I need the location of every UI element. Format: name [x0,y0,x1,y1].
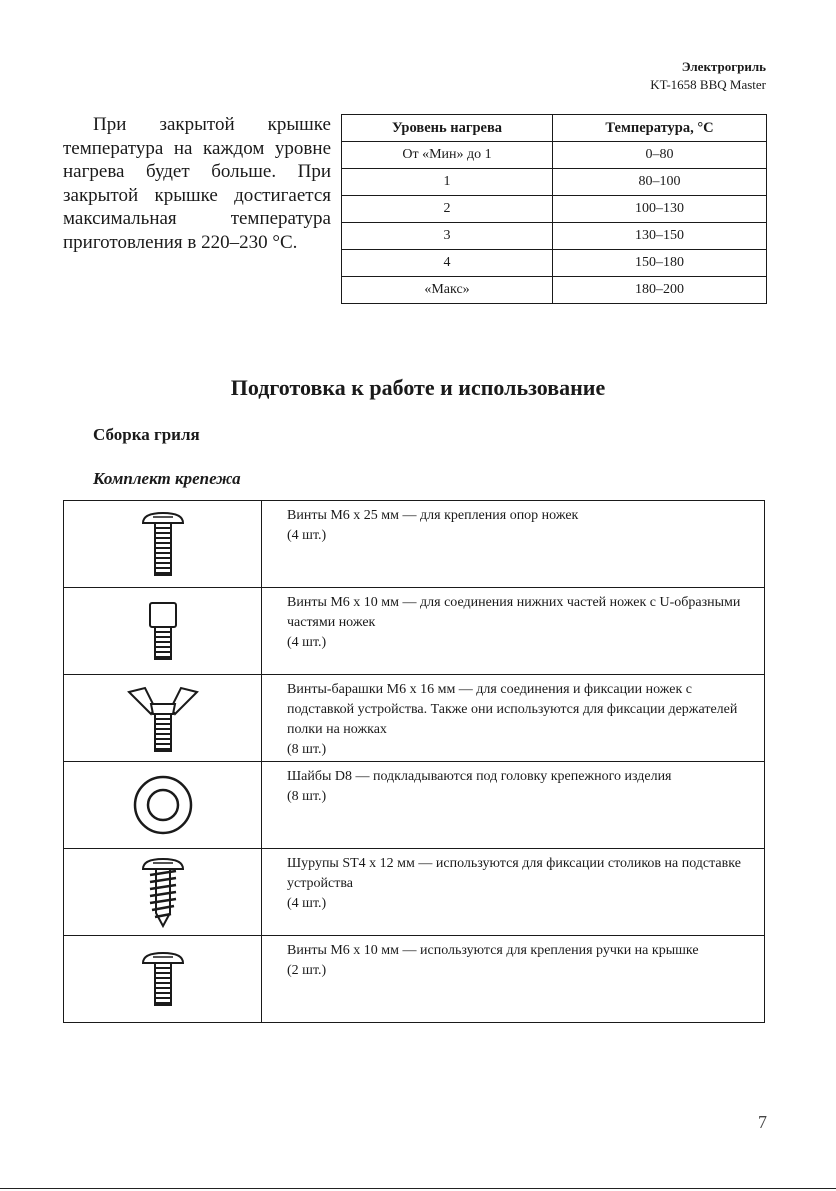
washer-icon [131,773,195,837]
table-row [64,675,765,762]
level-cell: 3 [342,223,553,250]
self-tapping-screw-icon [133,855,193,929]
running-header [650,58,766,94]
fastener-quantity: (4 шт.) [287,896,327,911]
table-header-row [342,115,767,142]
level-cell: 4 [342,250,553,277]
fastener-quantity: (2 шт.) [287,963,327,978]
pan-head-screw-icon [133,509,193,579]
fastener-image-cell [64,501,262,588]
header-model: KT-1658 BBQ Master [650,77,766,92]
fastener-image-cell [64,588,262,675]
fastener-text: Винты-барашки М6 х 16 мм — для соединения и фиксации ножек с подставкой устройства. Также они используются для фиксации держателей полки на ножках [287,682,738,737]
table-row [64,936,765,1023]
temperature-cell: 100–130 [553,196,767,223]
fastener-description [262,762,765,849]
table-row [342,196,767,223]
header-brand: Электрогриль [681,59,766,74]
page-number: 7 [758,1112,767,1132]
table-row [64,849,765,936]
temperature-cell: 180–200 [553,277,767,304]
fastener-text: Винты М6 х 10 мм — используются для крепления ручки на крышке [287,943,699,958]
section-title: Подготовка к работе и использование [230,375,606,400]
level-cell: 2 [342,196,553,223]
table-row [342,277,767,304]
temperature-cell: 130–150 [553,223,767,250]
fastener-text: Винты М6 х 10 мм — для соединения нижних частей ножек с U-образными частями ножек [287,595,741,630]
socket-cap-screw-icon [133,599,193,663]
fastener-quantity: (4 шт.) [287,635,327,650]
fastener-image-cell [64,936,262,1023]
wing-screw-icon [123,682,203,754]
temperature-cell: 150–180 [553,250,767,277]
fastener-image-cell [64,675,262,762]
column-header-temperature: Температура, °С [553,115,767,142]
heat-level-table [341,114,767,304]
table-row [64,501,765,588]
level-cell: «Макс» [342,277,553,304]
subsection-title: Сборка гриля [93,425,200,444]
short-pan-head-screw-icon [133,949,193,1009]
table-row [64,762,765,849]
bottom-divider [0,1188,836,1189]
table-row [342,169,767,196]
fastener-image-cell [64,849,262,936]
table-row [64,588,765,675]
intro-paragraph: При закрытой крышке температура на каждом уровне нагрева будет больше. При закрытой крышке достигается максимальная температура приготовления в 220–230 °С. [63,114,331,253]
fastener-kit-table [63,500,765,1023]
fastener-description [262,588,765,675]
level-cell: От «Мин» до 1 [342,142,553,169]
kit-title: Комплект крепежа [93,469,241,488]
fastener-image-cell [64,762,262,849]
fastener-description [262,675,765,762]
column-header-level: Уровень нагрева [342,115,553,142]
table-row [342,142,767,169]
fastener-quantity: (4 шт.) [287,528,327,543]
fastener-quantity: (8 шт.) [287,742,327,757]
temperature-cell: 80–100 [553,169,767,196]
fastener-text: Шайбы D8 — подкладываются под головку крепежного изделия [287,769,672,784]
fastener-description [262,936,765,1023]
fastener-description [262,501,765,588]
temperature-cell: 0–80 [553,142,767,169]
table-row [342,223,767,250]
level-cell: 1 [342,169,553,196]
fastener-text: Винты М6 х 25 мм — для крепления опор ножек [287,508,579,523]
fastener-description [262,849,765,936]
fastener-quantity: (8 шт.) [287,789,327,804]
table-row [342,250,767,277]
fastener-text: Шурупы ST4 х 12 мм — используются для фиксации столиков на подставке устройства [287,856,741,891]
